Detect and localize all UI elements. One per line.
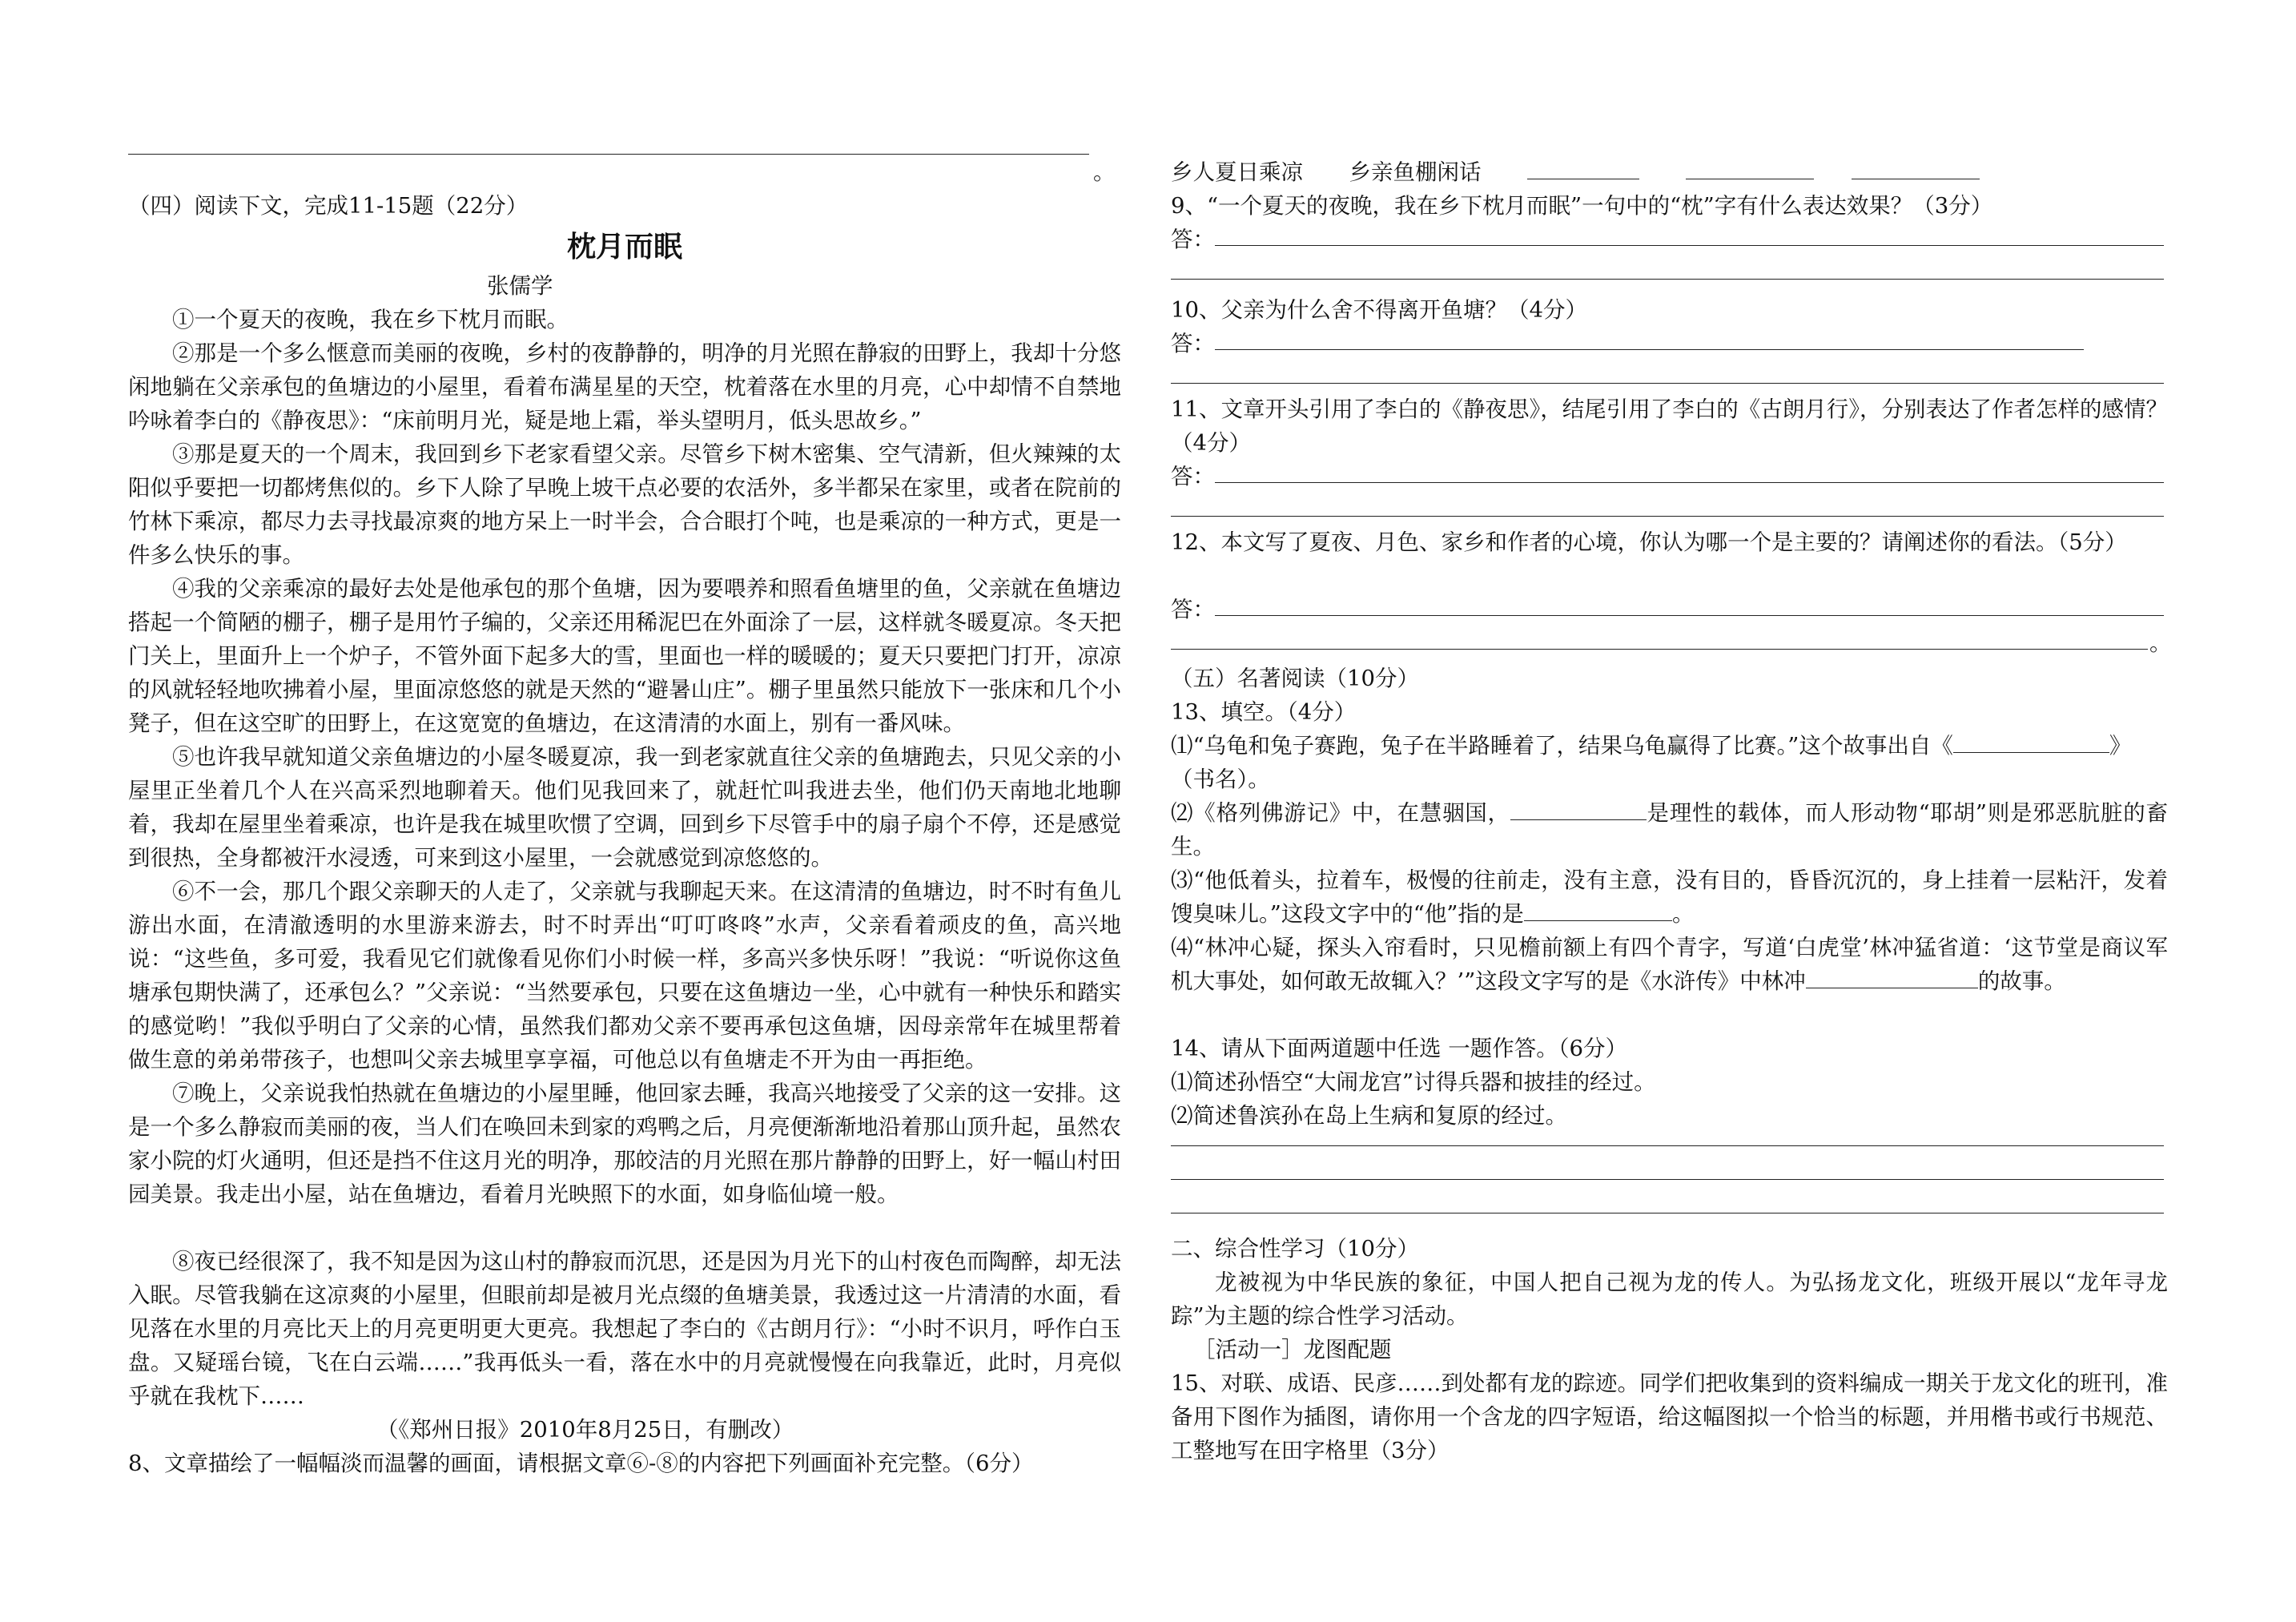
paragraph-6: ⑥不一会，那几个跟父亲聊天的人走了，父亲就与我聊起天来。在这清清的鱼塘边，时不时有鱼儿游出水面，在清澈透明的水里游来游去，时不时弄出“叮叮咚咚”水声，父亲看着顽皮的鱼，高兴地说：“这些鱼，多可爱，我看见它们就像看见你们小时候一样，多高兴多快乐呀！”我说：“听说你这鱼塘承包期快满了，还承包么？”父亲说：“当然要承包，只要在这鱼塘边一坐，心中就有一种快乐和踏实的感觉哟！”我似乎明白了父亲的心情，虽然我们都劝父亲不要再承包这鱼塘，因母亲常年在城里帮着做生意的弟弟带孩子，也想叫父亲去城里享享福，可他总以有鱼塘走不开为由一再拒绝。 [128,879,1121,1073]
section-heading: （五）名著阅读（10分） [1171,666,1419,691]
q13-item-2-tail: 是理性的载体，而人形动物“耶胡”则是邪恶肮脏的畜生。 [1171,800,2168,859]
paragraph-1: ①一个夏天的夜晚，我在乡下枕月而眠。 [172,307,569,332]
question-14: 14、请从下面两道题中任选 一题作答。（6分） [1171,1036,1627,1061]
q8-blank-2[interactable] [1686,156,1814,179]
q13-item-3-tail: 。 [1671,901,1695,927]
answer-line[interactable] [1171,516,2164,517]
question-13: 13、填空。（4分） [1171,699,1357,725]
q14-option-2: ⑵简述鲁滨孙在岛上生病和复原的经过。 [1171,1103,1567,1129]
paragraph-4: ④我的父亲乘凉的最好去处是他承包的那个鱼塘，因为要喂养和照看鱼塘里的鱼，父亲就在鱼塘边搭起一个简陋的棚子，棚子是用竹子编的，父亲还用稀泥巴在外面涂了一层，这样就冬暖夏凉。冬天把门关上，里面升上一个炉子，不管外面下起多大的雪，里面也一样的暖暖的；夏天只要把门打开，凉凉的风就轻轻地吹拂着小屋，里面凉悠悠的就是天然的“避暑山庄”。棚子里虽然只能放下一张床和几个小凳子，但在这空旷的田野上，在这宽宽的鱼塘边，在这清清的水面上，别有一番风味。 [128,576,1121,736]
q13-item-4-text: ⑷“林冲心疑，探头入帘看时，只见檐前额上有四个青字，写道‘白虎堂’林冲猛省道：‘这节堂是商议军机大事处，如何敢无故辄入？’”这段文字写的是《水浒传》中林冲 [1171,935,2168,994]
end-period: 。 [2149,630,2172,656]
activity-heading: ［活动一］龙图配题 [1193,1337,1392,1362]
q13-item-3 [1171,863,2168,931]
article-source: （《郑州日报》2010年8月25日，有删改） [376,1417,794,1443]
q13-blank-3[interactable] [1524,898,1672,921]
question-8: 8、文章描绘了一幅幅淡而温馨的画面，请根据文章⑥-⑧的内容把下列画面补充完整。（6分） [128,1451,1034,1476]
q8-blank-1[interactable] [1527,156,1639,179]
q13-item-1-tail: （书名）。 [1171,767,1270,792]
q13-blank-1[interactable] [1953,730,2109,753]
q13-blank-2[interactable] [1510,797,1647,820]
q13-item-4 [1171,931,2168,998]
q13-blank-4[interactable] [1806,965,1978,988]
q13-item-1-close: 》 [2109,733,2132,759]
section-heading: 二、综合性学习（10分） [1171,1236,1419,1262]
answer-label: 答： [1171,331,1215,356]
paragraph-8: ⑧夜已经很深了，我不知是因为这山村的静寂而沉思，还是因为月光下的山村夜色而陶醉，却无法入眠。尽管我躺在这凉爽的小屋里，但眼前却是被月光点缀的鱼塘美景，我透过这一片清清的水面，看见落在水里的月亮比天上的月亮更明更大更亮。我想起了李白的《古朗月行》：“小时不识月，呼作白玉盘。又疑瑶台镜，飞在白云端……”我再低头一看，落在水中的月亮就慢慢在向我靠近，此时，月亮似乎就在我枕下…… [128,1249,1121,1409]
q8-blank-3[interactable] [1852,156,1980,179]
answer-line[interactable] [1215,349,2084,350]
answer-line[interactable] [1215,245,2164,246]
answer-line[interactable] [1171,649,2148,650]
paragraph-3: ③那是夏天的一个周末，我回到乡下老家看望父亲。尽管乡下树木密集、空气清新，但火辣辣的太阳似乎要把一切都烤焦似的。乡下人除了早晚上坡干点必要的农活外，多半都呆在家里，或者在院前的竹林下乘凉，都尽力去寻找最凉爽的地方呆上一时半会，合合眼打个吨，也是乘凉的一种方式，更是一件多么快乐的事。 [128,441,1121,568]
q8-scene-2: 乡亲鱼棚闲话 [1349,159,1482,185]
q8-scene-1: 乡人夏日乘凉 [1171,159,1303,185]
q14-option-1: ⑴简述孙悟空“大闹龙宫”讨得兵器和披挂的经过。 [1171,1069,1656,1095]
answer-line[interactable] [1215,482,2164,483]
q13-item-2 [1171,796,2168,863]
answer-line[interactable] [1171,279,2164,280]
q13-item-1-text: ⑴“乌龟和兔子赛跑，兔子在半路睡着了，结果乌龟赢得了比赛。”这个故事出自《 [1171,733,1953,759]
answer-line[interactable] [1171,383,2164,384]
question-10: 10、父亲为什么舍不得离开鱼塘？（4分） [1171,297,1587,323]
q13-item-4-tail: 的故事。 [1977,968,2066,994]
question-15: 15、对联、成语、民彦……到处都有龙的踪迹。同学们把收集到的资料编成一期关于龙文化的班刊，准备用下图作为插图，请你用一个含龙的四字短语，给这幅图拟一个恰当的标题，并用楷书或行书规范、工整地写在田字格里（3分） [1171,1370,2168,1463]
section-heading: （四）阅读下文，完成11-15题（22分） [128,193,529,219]
answer-label: 答： [1171,227,1215,252]
answer-line [128,154,1089,155]
paragraph-2: ②那是一个多么惬意而美丽的夜晚，乡村的夜静静的，明净的月光照在静寂的田野上，我却十分悠闲地躺在父亲承包的鱼塘边的小屋里，看着布满星星的天空，枕着落在水里的月亮，心中却情不自禁地吟咏着李白的《静夜思》：“床前明月光，疑是地上霜，举头望明月，低头思故乡。” [128,340,1121,433]
answer-line[interactable] [1171,1179,2164,1180]
answer-line[interactable] [1171,1145,2164,1146]
article-title: 枕月而眠 [566,231,682,264]
question-9: 9、“一个夏天的夜晚，我在乡下枕月而眠”一句中的“枕”字有什么表达效果？（3分） [1171,193,1993,219]
paragraph-5: ⑤也许我早就知道父亲鱼塘边的小屋冬暖夏凉，我一到老家就直往父亲的鱼塘跑去，只见父亲的小屋里正坐着几个人在兴高采烈地聊着天。他们见我回来了，就赶忙叫我进去坐，他们仍天南地北地聊着，我却在屋里坐着乘凉，也许是我在城里吹惯了空调，回到乡下尽管手中的扇子扇个不停，还是感觉到很热，全身都被汗水浸透，可来到这小屋里，一会就感觉到凉悠悠的。 [128,744,1121,871]
answer-line[interactable] [1215,615,2164,616]
end-period: 。 [1093,159,1116,185]
paragraph-7: ⑦晚上，父亲说我怕热就在鱼塘边的小屋里睡，他回家去睡，我高兴地接受了父亲的这一安排。这是一个多么静寂而美丽的夜，当人们在唤回未到家的鸡鸭之后，月亮便渐渐地沿着那山顶升起，虽然农家小院的灯火通明，但还是挡不住这月光的明净，那皎洁的月光照在那片静静的田野上，好一幅山村田园美景。我走出小屋，站在鱼塘边，看着月光映照下的水面，如身临仙境一般。 [128,1081,1121,1207]
q13-item-1 [1171,729,2168,763]
question-11: 11、文章开头引用了李白的《静夜思》，结尾引用了李白的《古朗月行》，分别表达了作者怎样的感情？（4分） [1171,396,2168,456]
q13-item-3-text: ⑶“他低着头，拉着车，极慢的往前走，没有主意，没有目的，昏昏沉沉的，身上挂着一层粘汗，发着馊臭味儿。”这段文字中的“他”指的是 [1171,867,2168,927]
answer-label: 答： [1171,597,1215,622]
q13-item-2-text: ⑵《格列佛游记》中，在慧骃国， [1171,800,1510,826]
answer-label: 答： [1171,464,1215,489]
article-author: 张儒学 [487,273,553,299]
q8-scenes-row [1171,155,2168,189]
question-12: 12、本文写了夏夜、月色、家乡和作者的心境，你认为哪一个是主要的？请阐述你的看法。（5分） [1171,529,2127,555]
section-intro: 龙被视为中华民族的象征，中国人把自己视为龙的传人。为弘扬龙文化，班级开展以“龙年寻龙踪”为主题的综合性学习活动。 [1171,1270,2168,1329]
